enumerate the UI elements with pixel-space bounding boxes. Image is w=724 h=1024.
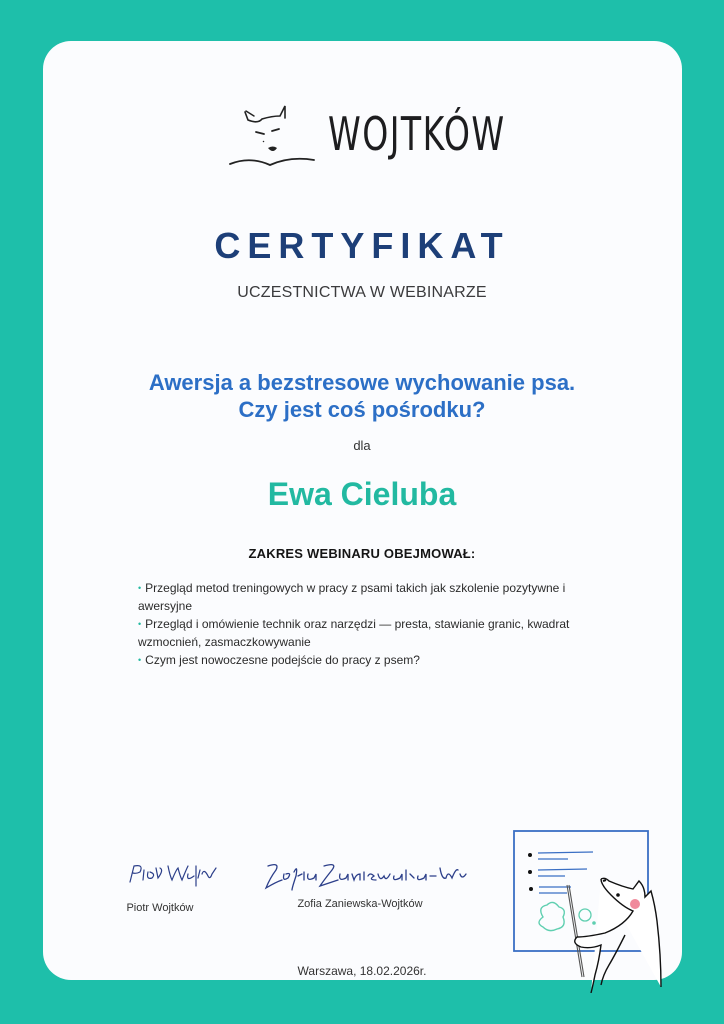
signatory-name-zofia: Zofia Zaniewska-Wojtków xyxy=(297,898,423,910)
scope-list xyxy=(138,579,608,669)
scope-item: • Przegląd i omówienie technik oraz narzędzi — presta, stawianie granic, kwadrat wzmocnień, zasmaczkowywanie xyxy=(138,617,570,649)
webinar-title-line-2: Czy jest coś pośrodku? xyxy=(238,397,486,422)
signatory-name-piotr: Piotr Wojtków xyxy=(126,902,194,914)
signature-piotr-icon xyxy=(124,860,224,890)
scope-heading: ZAKRES WEBINARU OBEJMOWAŁ: xyxy=(248,546,476,561)
brand-logo xyxy=(228,98,506,170)
scope-item: • Przegląd metod treningowych w pracy z psami takich jak szkolenie pozytywne i awersyjne xyxy=(138,581,566,613)
bullet-icon: • xyxy=(138,619,142,629)
scope-item: • Czym jest nowoczesne podejście do pracy z psem? xyxy=(138,653,420,667)
dog-reading-book-icon xyxy=(228,98,323,170)
webinar-title xyxy=(60,369,664,423)
recipient-name: Ewa Cieluba xyxy=(267,476,457,512)
place-and-date: Warszawa, 18.02.2026r. xyxy=(297,964,427,978)
recipient-prefix: dla xyxy=(353,438,371,453)
certificate-title: CERTYFIKAT xyxy=(214,225,510,266)
bullet-icon: • xyxy=(138,655,142,665)
certificate-subtitle: UCZESTNICTWA W WEBINARZE xyxy=(237,284,487,301)
dog-teacher-illustration-icon xyxy=(505,825,675,993)
webinar-title-line-1: Awersja a bezstresowe wychowanie psa. xyxy=(148,370,576,395)
bullet-icon: • xyxy=(138,583,142,593)
signature-zofia-icon xyxy=(262,860,472,892)
brand-name: WOJTKÓW xyxy=(328,107,506,161)
